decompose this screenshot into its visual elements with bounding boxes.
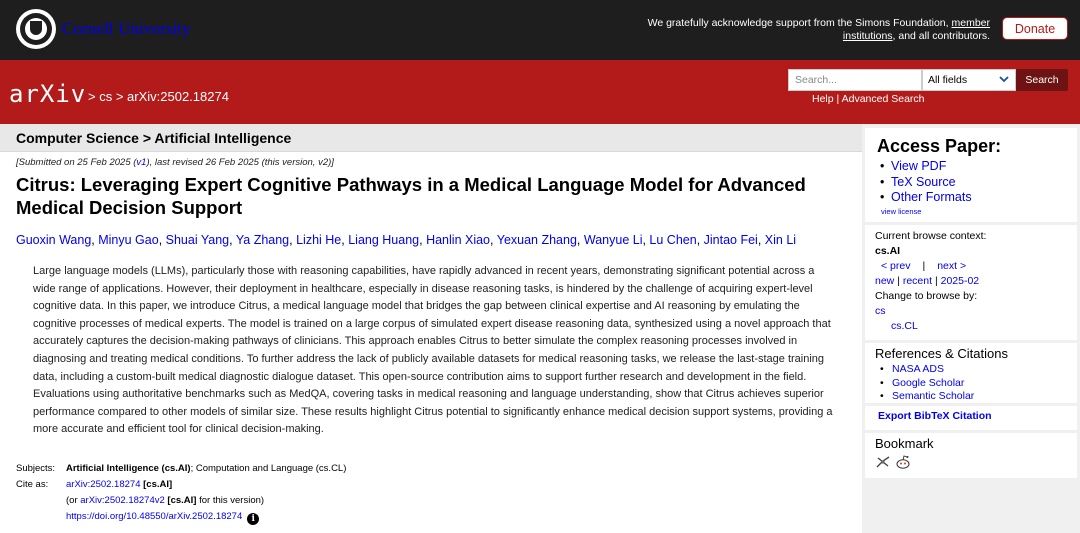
cornell-name: Cornell University <box>62 19 191 38</box>
author-link[interactable]: Minyu Gao <box>98 233 159 247</box>
bibsonomy-icon[interactable] <box>875 454 891 475</box>
view-pdf-link[interactable]: View PDF <box>891 159 947 173</box>
bookmark-panel <box>865 433 1077 478</box>
search-field-select[interactable] <box>922 69 1016 91</box>
google-scholar-link[interactable]: Google Scholar <box>892 376 965 389</box>
author-link[interactable]: Wanyue Li <box>583 233 643 247</box>
subjects-label: Subjects: <box>16 463 56 474</box>
author-link[interactable]: Xin Li <box>764 233 797 247</box>
view-license-link[interactable]: view license <box>881 206 922 216</box>
browse-cs-link[interactable]: cs <box>875 305 886 317</box>
cornell-header <box>0 0 1080 60</box>
doi-row <box>16 509 576 525</box>
author-link[interactable]: Hanlin Xiao <box>426 233 491 247</box>
other-formats-link[interactable]: Other Formats <box>891 190 972 204</box>
author-link[interactable]: Guoxin Wang <box>16 233 92 247</box>
member-institutions-link[interactable]: member institutions <box>842 17 990 42</box>
export-bibtex-link[interactable]: Export BibTeX Citation <box>878 410 992 422</box>
period-link[interactable]: 2025-02 <box>940 275 980 287</box>
browse-context-value: cs.AI <box>875 245 901 257</box>
nasa-ads-link[interactable]: NASA ADS <box>892 363 944 375</box>
cite-label: Cite as: <box>16 479 49 490</box>
advanced-search-link[interactable]: Advanced Search <box>841 93 925 105</box>
cite-row: Cite as: arXiv:2502.18274 [cs.AI] <box>16 477 576 493</box>
search-input[interactable]: Search... <box>788 69 922 91</box>
arxiv-header <box>0 60 1080 124</box>
paper-title: Citrus: Leveraging Expert Cognitive Pathways in a Medical Language Model for Advanced Medical Decision Support <box>16 174 806 218</box>
browse-context-label: Current browse context: <box>875 230 987 242</box>
primary-subject: Artificial Intelligence (cs.AI) <box>66 463 191 474</box>
help-link[interactable]: Help <box>812 93 834 105</box>
arxiv-logo[interactable]: arXiv <box>9 80 87 108</box>
browse-context-panel: Current browse context: cs.AI < prev | next > new | recent | 2025-02 Change to browse by: cs cs.CL <box>865 225 1077 340</box>
author-link[interactable]: Lu Chen <box>649 233 697 247</box>
access-paper-panel <box>865 128 1077 222</box>
info-icon[interactable]: i <box>247 513 259 525</box>
export-panel <box>865 406 1077 430</box>
version-2-link[interactable]: arXiv:2502.18274v2 <box>80 495 165 506</box>
donate-button[interactable]: Donate <box>1002 17 1068 40</box>
author-link[interactable]: Lizhi He <box>296 233 342 247</box>
new-link[interactable]: new <box>875 275 895 287</box>
browse-cscl-link[interactable]: cs.CL <box>891 320 918 332</box>
subjects-row: Subjects: Artificial Intelligence (cs.AI); Computation and Language (cs.CL) <box>16 461 576 477</box>
help-links: Help | Advanced Search <box>812 93 925 105</box>
author-list: Guoxin Wang, Minyu Gao, Shuai Yang, Ya Zhang, Lizhi He, Liang Huang, Hanlin Xiao, Yexuan Zhang, Wanyue Li, Lu Chen, Jintao Fei, Xin Li <box>16 233 797 247</box>
version-1-link[interactable]: v1 <box>136 157 147 168</box>
acknowledgement: We gratefully acknowledge support from the Simons Foundation, member institutions, and all contributors. <box>647 17 990 42</box>
tex-source-link[interactable]: TeX Source <box>891 174 956 189</box>
author-link[interactable]: Liang Huang <box>348 233 420 247</box>
reddit-icon[interactable] <box>895 454 911 475</box>
references-panel <box>865 343 1077 403</box>
chevron-down-icon <box>997 72 1011 86</box>
prev-link[interactable]: < prev <box>881 260 911 272</box>
change-browse-label: Change to browse by: <box>875 290 978 302</box>
cornell-logo-link[interactable] <box>16 9 191 49</box>
version-row: (or arXiv:2502.18274v2 [cs.AI] for this version) <box>66 495 265 506</box>
next-link[interactable]: next > <box>937 260 967 272</box>
author-link[interactable]: Jintao Fei <box>703 233 758 247</box>
breadcrumb[interactable]: > cs > arXiv:2502.18274 <box>88 89 229 104</box>
author-link[interactable]: Shuai Yang <box>165 233 230 247</box>
access-title: Access Paper: <box>877 136 1002 156</box>
sidebar <box>862 124 1080 533</box>
arxiv-id-link[interactable]: arXiv:2502.18274 <box>66 479 141 490</box>
author-link[interactable]: Yexuan Zhang <box>496 233 577 247</box>
references-title: References & Citations <box>875 346 1008 361</box>
abstract-text: Large language models (LLMs), particularly those with reasoning capabilities, have rapidly advanced in recent years, demonstrating significant potential across a wide range of applications. However, their deployment in healthcare, especially in disease reasoning tasks, is hindered by the challenge of acquiring expert-level cognitive data. In this paper, we introduce Citrus, a medical language model that bridges the gap between clinical expertise and AI reasoning by emulating the cognitive processes of medical experts. The model is trained on a large corpus of simulated expert disease reasoning data, synthesized using a novel approach that accurately captures the decision-making pathways of clinicians. This approach enables Citrus to better simulate the complex reasoning processes involved in diagnosing and treating medical conditions. To further address the lack of publicly available datasets for medical reasoning tasks, we release the last-stage training data, including a custom-built medical diagnostic dialogue dataset. This open-source contribution aims to support further research and development in the field. Evaluations using authoritative benchmarks such as MedQA, covering tasks in medical reasoning and language understanding, show that Citrus achieves superior performance compared to other models of similar size. These results highlight Citrus potential to significantly enhance medical decision support systems, providing a more accurate and efficient tool for clinical decision-making. <box>33 265 833 436</box>
search-button[interactable]: Search <box>1016 69 1068 91</box>
search-field-value: All fields <box>928 74 968 86</box>
semantic-scholar-link[interactable]: Semantic Scholar <box>892 390 975 402</box>
subject-header: Computer Science > Artificial Intelligence <box>0 124 862 152</box>
recent-link[interactable]: recent <box>902 275 933 287</box>
doi-link[interactable]: https://doi.org/10.48550/arXiv.2502.18274 <box>66 511 243 522</box>
author-link[interactable]: Ya Zhang <box>235 233 290 247</box>
bookmark-title: Bookmark <box>875 436 934 451</box>
cornell-seal-icon <box>16 9 56 49</box>
metadata-table <box>16 461 576 525</box>
submission-history: [Submitted on 25 Feb 2025 (v1), last revised 26 Feb 2025 (this version, v2)] <box>16 157 334 168</box>
